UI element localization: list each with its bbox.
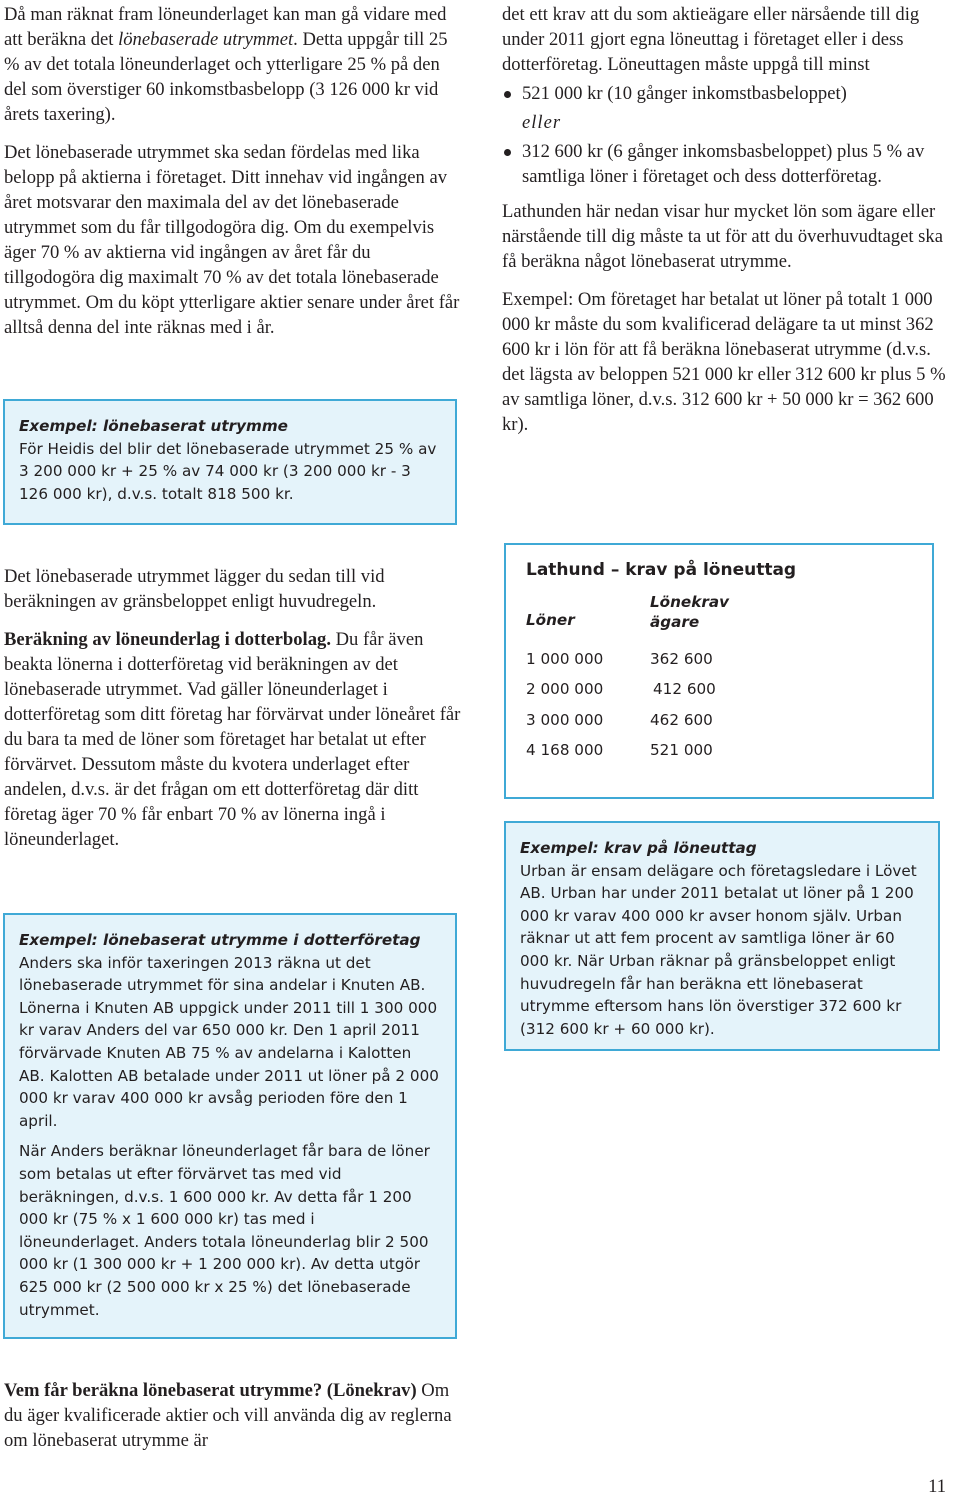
- paragraph-lathund-intro: Lathunden här nedan visar hur mycket lön som ägare eller närstående till dig måste ta ut för att du överhuvudtaget ska få beräkna något lönebaserat utrymme.: [502, 201, 943, 272]
- table-row: [526, 705, 912, 736]
- column-header-loner: Löner: [526, 611, 575, 629]
- paragraph-distribution: Det lönebaserade utrymmet ska sedan fördelas med lika belopp på aktierna i företaget. Ditt innehav vid ingången av året motsvarar den maximala del av det lönebaserade utrymmet som du får tillgodogöra dig. Om du exempelvis äger 70 % av aktierna vid ingången av året får du tillgodogöra dig maximalt 70 % av det totala lönebaserade utrymmet. Om du köpt ytterligare aktier senare under året får alltså denna del inte räknas med i år.: [4, 142, 460, 338]
- example-paragraph-2: När Anders beräknar löneunderlaget får bara de löner som betalas ut efter förvärvet tas med vid beräkningen, d.v.s. 1 600 000 kr. Av detta får 1 200 000 kr (75 % x 1 600 000 kr) tas med i löneunderlaget. Anders totala löneunderlag blir 2 500 000 kr (1 300 000 kr + 1 200 000 kr). Av detta utgör 625 000 kr (2 500 000 kr x 25 %) det lönebaserade utrymmet.: [19, 1142, 430, 1319]
- page-number: 11: [928, 1476, 946, 1496]
- list-item: 312 600 kr (6 gånger inkomsbasbeloppet) plus 5 % av samtliga löner i företaget och dess dotterföretag.: [502, 139, 950, 189]
- paragraph-intro: Då man räknat fram löneunderlaget kan man gå vidare med att beräkna det lönebaserade utrymmet. Detta uppgår till 25 % av det totala löneunderlaget och ytterligare 25 % på den del som överstiger 60 inkomstbasbelopp (3 126 000 kr vid årets taxering).: [4, 4, 448, 125]
- cell-loner: 2 000 000: [526, 680, 604, 699]
- example-box-dotterforetag: [3, 913, 457, 1339]
- example-title: Exempel: lönebaserat utrymme: [19, 417, 288, 435]
- example-title: Exempel: lönebaserat utrymme i dotterföretag: [19, 931, 421, 949]
- cell-krav: 362 600: [650, 649, 713, 668]
- table-row: [526, 735, 912, 766]
- example-body: Urban är ensam delägare och företagsledare i Lövet AB. Urban har under 2011 betalat ut löner på 1 200 000 kr varav 400 000 kr avser honom själv. Urban räknar ut att fem procent av samtliga löner är 60 000 kr. När Urban räknar på gränsbeloppet enligt huvudregeln får han beräkna ett lönebaserat utrymme eftersom hans lön överstiger 372 600 kr (312 600 kr + 60 000 kr).: [520, 861, 917, 1038]
- cell-loner: 1 000 000: [526, 649, 604, 668]
- lathund-table: [504, 543, 934, 799]
- requirement-list-2: [502, 139, 950, 189]
- paragraph-vem-far: Vem får beräkna lönebaserat utrymme? (Lönekrav) Om du äger kvalificerade aktier och vill använda dig av reglerna om lönebaserat utrymme är: [4, 1380, 452, 1451]
- left-mid-text: [4, 564, 466, 865]
- paragraph-example: Exempel: Om företaget har betalat ut löner på totalt 1 000 000 kr måste du som kvalificerad delägare ta ut minst 362 600 kr i lön för att få beräkna lönebaserat utrymme (d.v.s. det lägsta av beloppen 521 000 kr eller 312 600 kr plus 5 % av samtliga löner, d.v.s. 312 600 kr + 50 000 kr = 362 600 kr).: [502, 289, 946, 435]
- example-box-lonebaserat-utrymme: [3, 399, 457, 525]
- paragraph-dotterbolag: Beräkning av löneunderlag i dotterbolag. Du får även beakta lönerna i dotterföretag vid beräkningen av det lönebaserade utrymmet. Vad gäller löneunderlaget i dotterföretag som ditt företag har förvärvat under löneåret får du bara ta med de löner som företaget har betalat ut efter förvärvet. Dessutom måste du kvotera underlaget efter andelen, d.v.s. är det frågan om ett dotterföretag där ditt företag äger 70 % får enbart 70 % av lönerna ingå i löneunderlaget.: [4, 629, 461, 850]
- list-item: 521 000 kr (10 gånger inkomstbasbeloppet): [502, 81, 950, 106]
- bottom-left-text: [4, 1378, 466, 1466]
- cell-loner: 4 168 000: [526, 741, 604, 760]
- left-top-text: [4, 2, 466, 353]
- column-header-lonekrav: Lönekrav ägare: [650, 592, 729, 631]
- paragraph-requirement: det ett krav att du som aktieägare eller närsående till dig under 2011 gjort egna löneuttag i företaget eller i dess dotterföretag. Löneuttagen måste uppgå till minst: [502, 4, 920, 75]
- eller-label: eller: [522, 112, 562, 133]
- right-top-text: [502, 2, 950, 450]
- table-row: [526, 674, 912, 705]
- cell-loner: 3 000 000: [526, 710, 604, 729]
- cell-krav: 521 000: [650, 741, 713, 760]
- table-row: [526, 644, 912, 675]
- example-paragraph-1: Anders ska inför taxeringen 2013 räkna ut det lönebaserade utrymmet för sina andelar i Knuten AB. Lönerna i Knuten AB uppgick under 2011 till 1 300 000 kr varav Anders del var 650 000 kr. Den 1 april 2011 förvärvade Knuten AB 75 % av andelarna i Kalotten AB. Kalotten AB betalade under 2011 ut löner på 2 000 000 kr varav 400 000 kr avsåg perioden före den 1 april.: [19, 953, 439, 1130]
- cell-krav: 412 600: [653, 680, 716, 699]
- paragraph-gransbelopp: Det lönebaserade utrymmet lägger du sedan till vid beräkningen av gränsbeloppet enligt huvudregeln.: [4, 566, 385, 612]
- table-title: Lathund – krav på löneuttag: [526, 560, 797, 580]
- cell-krav: 462 600: [650, 710, 713, 729]
- example-box-krav-pa-loneuttag: [504, 821, 940, 1051]
- requirement-list: [502, 81, 950, 106]
- table-header: [526, 592, 912, 632]
- section-heading: Vem får beräkna lönebaserat utrymme? (Lönekrav): [4, 1380, 417, 1401]
- section-heading: Beräkning av löneunderlag i dotterbolag.: [4, 629, 331, 650]
- example-body: För Heidis del blir det lönebaserade utrymmet 25 % av 3 200 000 kr + 25 % av 74 000 kr (3 200 000 kr - 3 126 000 kr), d.v.s. totalt 818 500 kr.: [19, 439, 437, 503]
- example-title: Exempel: krav på löneuttag: [520, 839, 757, 857]
